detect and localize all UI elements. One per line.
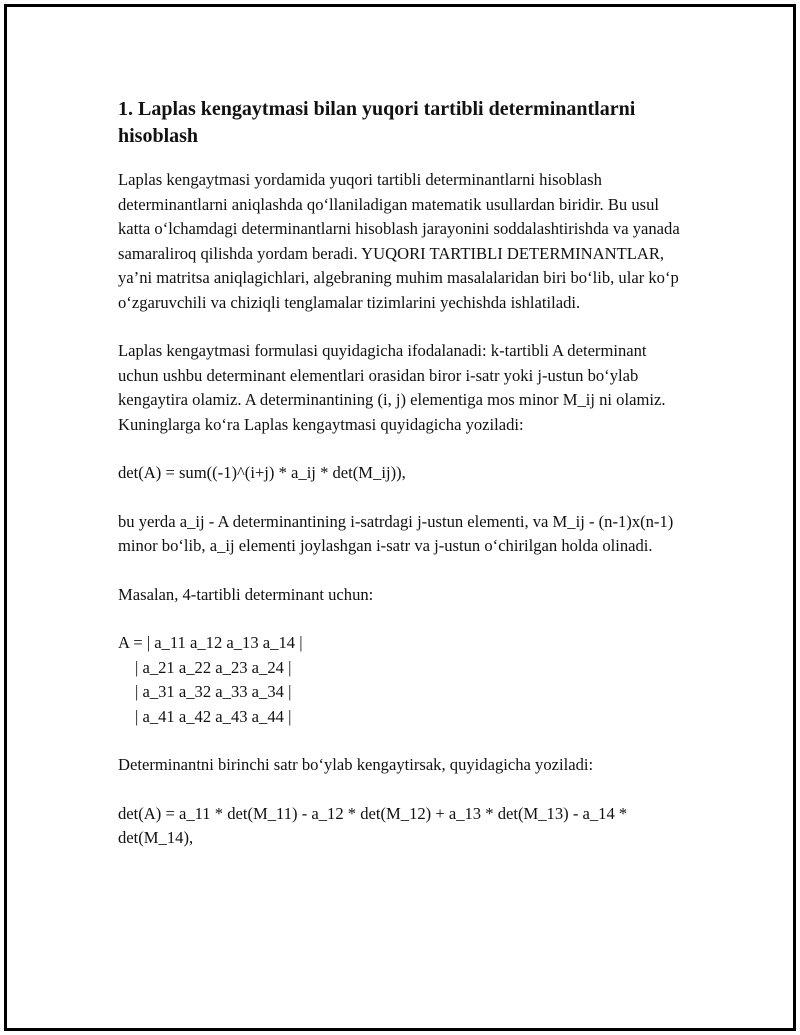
- document-body: [118, 96, 690, 875]
- paragraph-minor-explanation: bu yerda a_ij - A determinantining i-satrdagi j-ustun elementi, va M_ij - (n-1)x(n-1) minor bo‘lib, a_ij elementi joylashgan i-satr va j-ustun o‘chirilgan holda olinadi.: [118, 511, 674, 555]
- matrix-row-2: | a_21 a_22 a_23 a_24 |: [135, 657, 292, 677]
- paragraph-first-row-expansion: Determinantni birinchi satr bo‘ylab kengaytirsak, quyidagicha yoziladi:: [118, 755, 594, 774]
- paragraph-formula-description: Laplas kengaytmasi formulasi quyidagicha ifodalanadi: k-tartibli A determinant uchun ushbu determinant elementlari orasidan biror i-satr yoki j-ustun bo‘ylab kengaytira olamiz. A determinantining (i, j) elementiga mos minor M_ij ni olamiz. Kuninglarga ko‘ra Laplas kengaytmasi quyidagicha yoziladi:: [118, 341, 666, 434]
- paragraph-intro: Laplas kengaytmasi yordamida yuqori tartibli determinantlarni hisoblash determinantlarni aniqlashda qo‘llaniladigan matematik usullardan biridir. Bu usul katta o‘lchamdagi determinantlarni hisoblash jarayonini soddalashtirishda va yanada samaraliroq qilishda yordam beradi. YUQORI TARTIBLI DETERMINANTLAR, ya’ni matritsa aniqlagichlari, algebraning muhim masalalaridan biri bo‘lib, ular ko‘p o‘zgaruvchili va chiziqli tenglamalar tizimlarini yechishda ishlatiladi.: [118, 170, 680, 312]
- paragraph-example-intro: Masalan, 4-tartibli determinant uchun:: [118, 584, 374, 604]
- matrix-row-1: A = | a_11 a_12 a_13 a_14 |: [118, 633, 303, 652]
- formula-first-row-expansion: det(A) = a_11 * det(M_11) - a_12 * det(M_12) + a_13 * det(M_13) - a_14 * det(M_14),: [118, 803, 628, 847]
- section-heading: 1. Laplas kengaytmasi bilan yuqori tartibli determinantlarni hisoblash: [118, 98, 636, 147]
- matrix-row-4: | a_41 a_42 a_43 a_44 |: [135, 706, 292, 726]
- matrix-row-3: | a_31 a_32 a_33 a_34 |: [135, 682, 292, 701]
- formula-laplace-expansion: det(A) = sum((-1)^(i+j) * a_ij * det(M_ij)),: [118, 463, 406, 482]
- matrix-4x4: [118, 631, 690, 729]
